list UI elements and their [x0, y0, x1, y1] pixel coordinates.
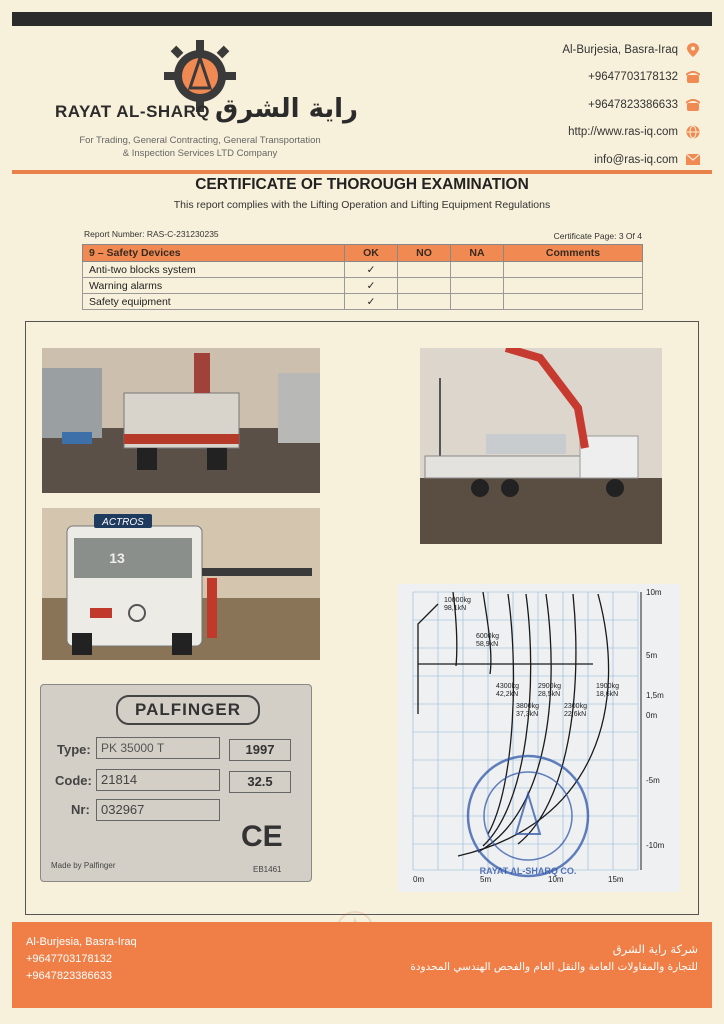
truck-side-crane-photo	[420, 348, 662, 544]
footer-phone-1[interactable]: +9647703178132	[26, 953, 112, 965]
plate-type-label: Type:	[57, 742, 91, 757]
row-ok: ✓	[345, 294, 398, 310]
phone-icon	[686, 70, 700, 84]
load-label-kg: 10000kg	[444, 597, 471, 604]
plate-code-extra: 32.5	[229, 771, 291, 793]
footer-phone-2[interactable]: +9647823386633	[26, 970, 112, 982]
letterhead	[0, 26, 724, 176]
contact-email-text: info@ras-iq.com	[594, 153, 678, 166]
x-tick-label: 15m	[608, 875, 624, 884]
truck-rear-photo	[42, 348, 320, 493]
load-label-kn: 18,6kN	[596, 691, 619, 698]
brand-name-ar: راية الشرق	[215, 94, 359, 124]
table-header-row	[83, 245, 643, 262]
load-label-kg: 3800kg	[516, 703, 539, 710]
row-item: Warning alarms	[83, 278, 345, 294]
contact-list	[562, 36, 700, 174]
table-row	[83, 262, 643, 278]
load-label-kn: 28,5kN	[538, 691, 561, 698]
load-label-kn: 42,2kN	[496, 691, 519, 698]
footer-bar	[12, 922, 712, 1008]
header-ok: OK	[345, 245, 398, 262]
header-comments: Comments	[504, 245, 643, 262]
contact-phone-2-text: +9647823386633	[588, 98, 678, 111]
load-label-kg: 4300kg	[496, 683, 519, 690]
footer-contacts	[26, 934, 137, 985]
plate-code-label: Code:	[55, 773, 92, 788]
footer-company-name-ar: شركة راية الشرق	[612, 942, 698, 956]
load-label-kn: 98,1kN	[444, 605, 467, 612]
header-section: 9 – Safety Devices	[83, 245, 345, 262]
ce-mark: CE	[241, 820, 283, 853]
contact-phone-1[interactable]	[562, 64, 700, 92]
load-label-kg: 2900kg	[538, 683, 561, 690]
row-na	[451, 278, 504, 294]
brand-name-en: RAYAT AL-SHARQ	[55, 102, 210, 121]
footer-company-desc-ar: للتجارة والمقاولات العامة والنقل العام والفحص الهندسي المحدودة	[410, 961, 698, 973]
load-label-kn: 37,3kN	[516, 711, 539, 718]
table-row	[83, 278, 643, 294]
palfinger-plate-photo	[40, 684, 312, 882]
y-tick-label: 1,5m	[646, 691, 664, 700]
header-no: NO	[398, 245, 451, 262]
contact-address	[562, 36, 700, 64]
y-tick-label: 0m	[646, 711, 658, 720]
plate-serial: EB1461	[253, 865, 282, 874]
document-title: CERTIFICATE OF THOROUGH EXAMINATION	[195, 176, 529, 193]
cab-badge: ACTROS	[102, 517, 144, 528]
cab-number: 13	[109, 550, 125, 566]
phone-icon	[686, 98, 700, 112]
document-subtitle: This report complies with the Lifting Operation and Lifting Equipment Regulations	[173, 199, 551, 211]
y-tick-label: -5m	[646, 776, 660, 785]
row-comments	[504, 294, 643, 310]
y-tick-label: 5m	[646, 651, 658, 660]
y-tick-label: 10m	[646, 588, 662, 597]
load-label-kg: 1900kg	[596, 683, 619, 690]
load-label-kn: 22,6kN	[564, 711, 587, 718]
report-number: Report Number: RAS-C-231230235	[84, 229, 219, 239]
photo-evidence-panel	[25, 321, 699, 915]
truck-cab-front-photo	[42, 508, 320, 660]
row-ok: ✓	[345, 262, 398, 278]
table-row	[83, 294, 643, 310]
x-tick-label: 5m	[480, 875, 492, 884]
row-comments	[504, 262, 643, 278]
plate-code-value: 21814	[96, 769, 220, 791]
y-tick-label: -10m	[646, 841, 665, 850]
row-no	[398, 294, 451, 310]
row-no	[398, 278, 451, 294]
tagline-line-2: & Inspection Services LTD Company	[122, 148, 278, 159]
row-na	[451, 294, 504, 310]
plate-type-value: PK 35000 T	[96, 737, 220, 759]
row-no	[398, 262, 451, 278]
plate-brand: PALFINGER	[116, 695, 260, 725]
contact-address-text: Al-Burjesia, Basra-Iraq	[562, 43, 678, 56]
row-item: Anti-two blocks system	[83, 262, 345, 278]
tagline-line-1: For Trading, General Contracting, General Transportation	[79, 135, 321, 146]
certificate-page: Certificate Page: 3 Of 4	[553, 231, 642, 241]
load-label-kg: 6000kg	[476, 633, 499, 640]
footer-address: Al-Burjesia, Basra-Iraq	[26, 936, 137, 948]
plate-nr-value: 032967	[96, 799, 220, 821]
contact-phone-2[interactable]	[562, 91, 700, 119]
contact-phone-1-text: +9647703178132	[588, 71, 678, 84]
location-icon	[686, 43, 700, 57]
company-tagline	[50, 134, 350, 160]
load-label-kg: 2300kg	[564, 703, 587, 710]
contact-website-text: http://www.ras-iq.com	[568, 126, 678, 139]
header-divider	[12, 170, 712, 174]
plate-year: 1997	[229, 739, 291, 761]
plate-nr-label: Nr:	[71, 802, 90, 817]
footer-company-ar	[410, 940, 698, 976]
globe-icon	[686, 125, 700, 139]
x-tick-label: 10m	[548, 875, 564, 884]
load-label-kn: 58,9kN	[476, 641, 499, 648]
row-item: Safety equipment	[83, 294, 345, 310]
row-ok: ✓	[345, 278, 398, 294]
plate-made-by: Made by Palfinger	[51, 861, 116, 870]
row-na	[451, 262, 504, 278]
row-comments	[504, 278, 643, 294]
header-na: NA	[451, 245, 504, 262]
contact-website[interactable]	[562, 119, 700, 147]
x-tick-label: 0m	[413, 875, 425, 884]
stamp-text: RAYAT AL-SHARQ CO.	[479, 866, 577, 876]
top-bar	[12, 12, 712, 26]
crane-load-chart-photo	[398, 584, 680, 892]
safety-devices-table	[82, 244, 643, 310]
mail-icon	[686, 153, 700, 167]
